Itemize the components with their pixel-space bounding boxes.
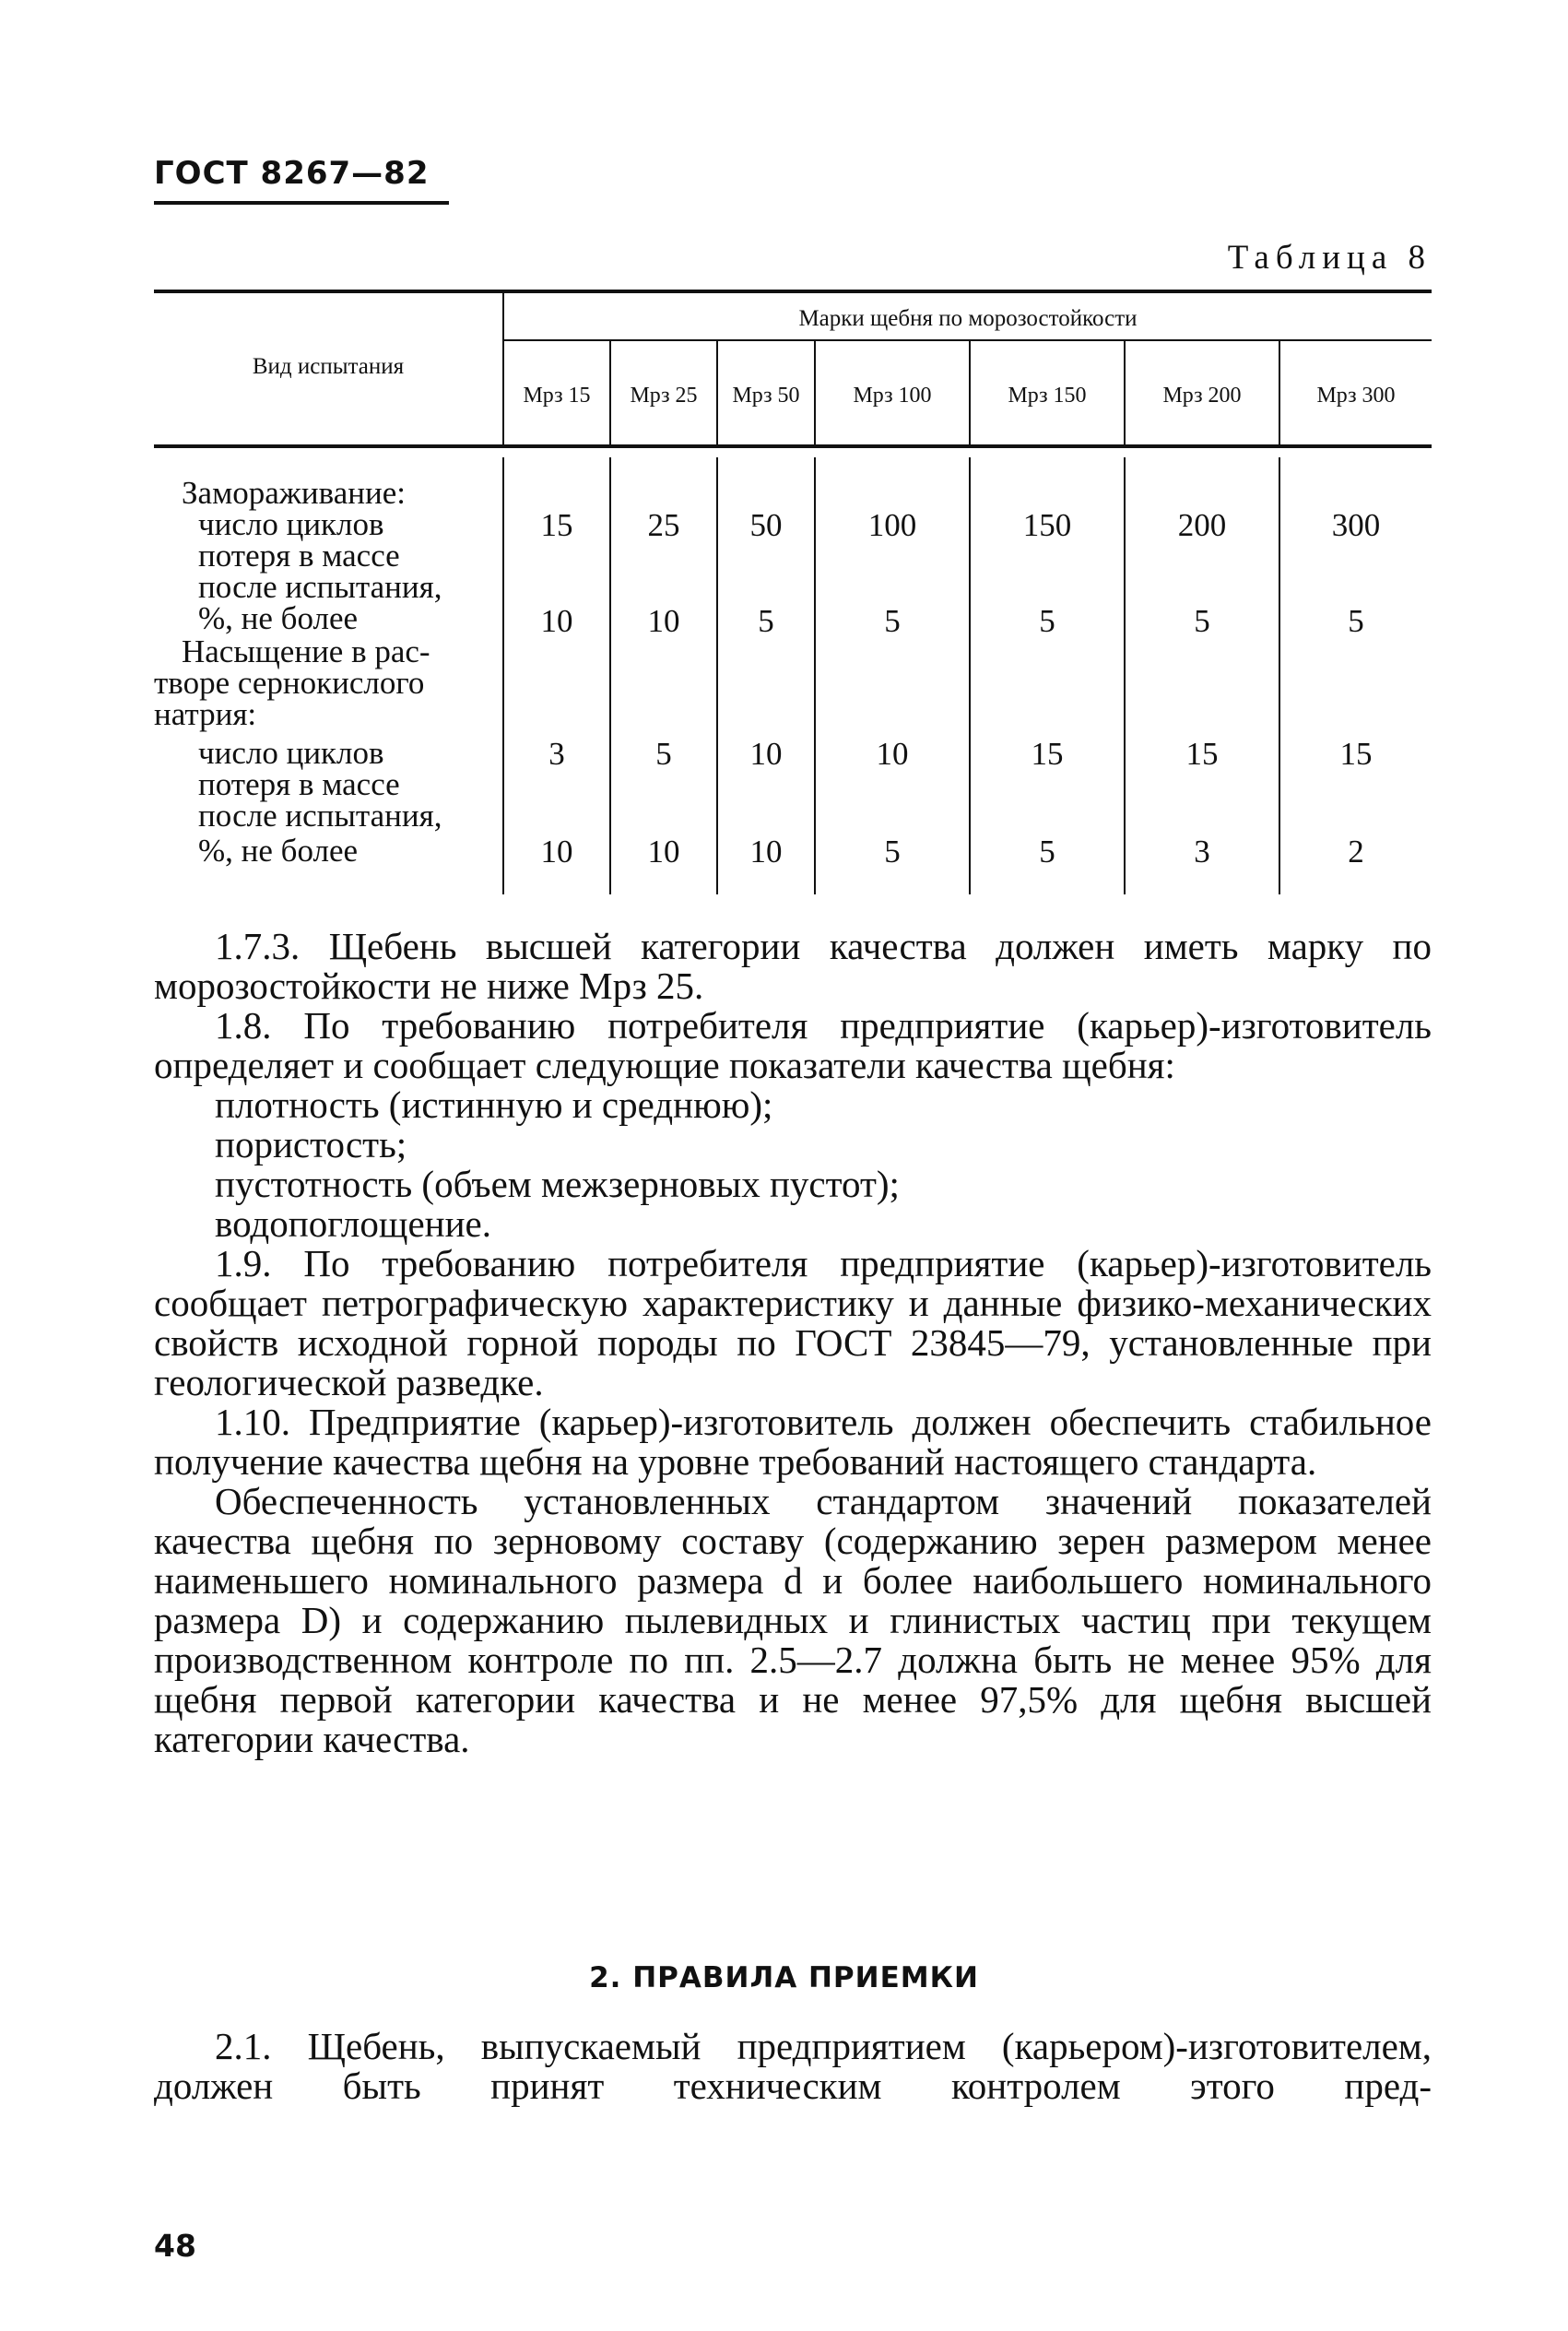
table-cell: 10: [749, 736, 783, 772]
table-cell: 15: [1339, 736, 1373, 772]
paragraph-quality-assurance: Обеспеченность установленных стандартом значений показателей качества щебня по зерновому составу (содержанию зерен размером менее наименьшего номинального размера d и более наибольшего номинального размера D) и содержанию пылевидных и глинистых частиц при текущем производственном контроле по пп. 2.5—2.7 должна быть не менее 95% для щебня первой категории качества и не менее 97,5% для щебня высшей категории качества.: [154, 1480, 1432, 1760]
column-header: Мрз 25: [630, 384, 698, 408]
table-cell: 15: [1185, 736, 1219, 772]
group-header-rule: [502, 339, 1432, 341]
column-header: Мрз 300: [1316, 384, 1396, 408]
table-cell: 5: [1348, 603, 1364, 639]
section-title: 2. ПРАВИЛА ПРИЕМКИ: [589, 1961, 979, 1994]
row-label: после испытания,: [198, 798, 442, 834]
list-item: водопоглощение.: [215, 1202, 491, 1245]
paragraph-1-9: 1.9. По требованию потребителя предприятие (карьер)-изготовитель сообщает петрографическую характеристику и данные физико-механических свойств исходной горной породы по ГОСТ 23845—79, установленные при геологической разведке.: [154, 1242, 1432, 1403]
table-cell: 5: [884, 834, 901, 870]
row-label: потеря в массе: [198, 766, 400, 802]
column-header: Мрз 15: [523, 384, 591, 408]
header-rule: [154, 201, 449, 205]
paragraph-1-10: 1.10. Предприятие (карьер)-изготовитель должен обеспечить стабильное получение качества щебня на уровне требований настоящего стандарта.: [154, 1401, 1432, 1483]
standard-number: ГОСТ 8267—82: [154, 155, 430, 192]
table-cell: 3: [1194, 834, 1210, 870]
row-label: Насыщение в рас-: [182, 633, 430, 669]
row-label: Замораживание:: [182, 475, 406, 511]
column-header: Мрз 100: [853, 384, 932, 408]
table-cell: 10: [540, 834, 573, 870]
table-cell: 5: [884, 603, 901, 639]
row-label: потеря в массе: [198, 538, 400, 574]
table-cell: 5: [655, 736, 672, 772]
table-cell: 10: [647, 603, 680, 639]
table-cell: 300: [1331, 507, 1381, 543]
row-label: творе сернокислого: [154, 665, 425, 701]
paragraph-2-1: 2.1. Щебень, выпускаемый предприятием (карьером)-изготовителем, должен быть принят техническим контролем этого пред-: [154, 2025, 1432, 2107]
table-cell: 10: [749, 834, 783, 870]
column-header: Мрз 50: [732, 384, 800, 408]
column-header: Мрз 200: [1162, 384, 1242, 408]
list-item: пустотность (объем межзерновых пустот);: [215, 1163, 900, 1205]
body-text-lower: [154, 2027, 1432, 2106]
group-header: Марки щебня по морозостойкости: [798, 306, 1138, 331]
column-header: Мрз 150: [1008, 384, 1087, 408]
table-cell: 5: [758, 603, 774, 639]
paragraph-1-7-3: 1.7.3. Щебень высшей категории качества должен иметь марку по морозостойкости не ниже Мрз 25.: [154, 925, 1432, 1007]
table-cell: 15: [540, 507, 573, 543]
table-cell: 10: [647, 834, 680, 870]
table-cell: 50: [749, 507, 783, 543]
table-cell: 25: [647, 507, 680, 543]
table-cell: 2: [1348, 834, 1364, 870]
table-header-rule: [154, 444, 1432, 448]
row-label: число циклов: [198, 735, 384, 771]
list-item: пористость;: [215, 1123, 407, 1166]
row-label: после испытания,: [198, 569, 442, 605]
table-cell: 3: [548, 736, 565, 772]
table-cell: 10: [876, 736, 909, 772]
table-top-rule: [154, 290, 1432, 293]
table-cell: 150: [1022, 507, 1072, 543]
row-label: натрия:: [154, 696, 257, 732]
table-cell: 5: [1039, 834, 1055, 870]
table-cell: 5: [1194, 603, 1210, 639]
list-item: плотность (истинную и среднюю);: [215, 1083, 773, 1126]
table-cell: 200: [1177, 507, 1227, 543]
table-cell: 15: [1031, 736, 1064, 772]
paragraph-1-8: 1.8. По требованию потребителя предприятие (карьер)-изготовитель определяет и сообщает следующие показатели качества щебня:: [154, 1004, 1432, 1086]
row-label: число циклов: [198, 506, 384, 542]
row-label: %, не более: [198, 833, 359, 869]
table-caption: Таблица 8: [1227, 239, 1432, 277]
table-cell: 10: [540, 603, 573, 639]
row-label: %, не более: [198, 600, 359, 636]
table-cell: 5: [1039, 603, 1055, 639]
row-header: Вид испытания: [252, 354, 405, 379]
table-cell: 100: [867, 507, 917, 543]
page-number: 48: [154, 2228, 196, 2264]
body-text-upper: [154, 927, 1432, 1759]
